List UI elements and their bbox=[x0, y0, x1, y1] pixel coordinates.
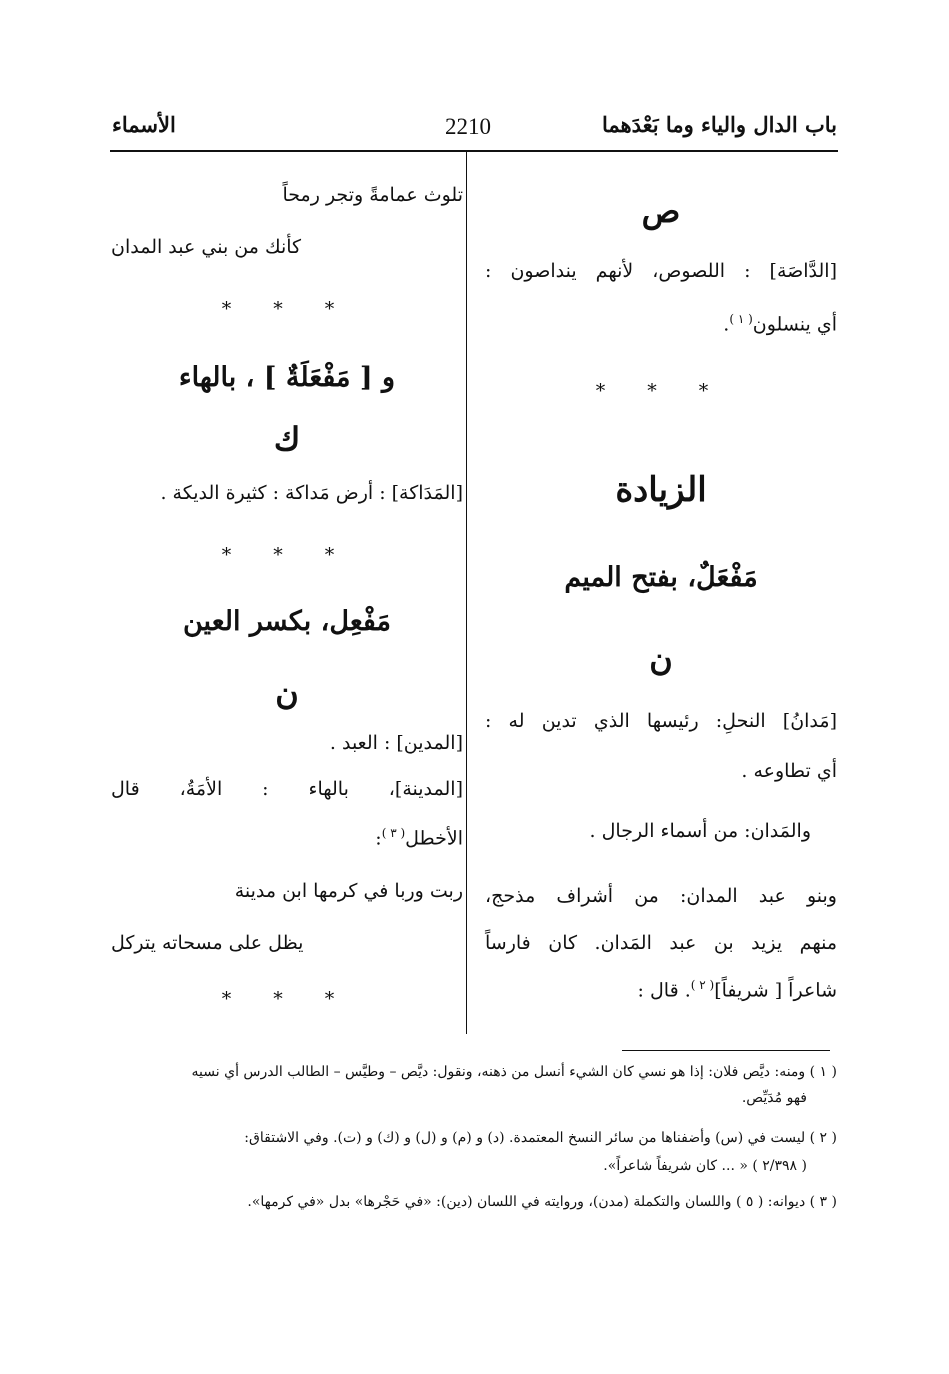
footnote-3: ( ٣ ) ديوانه: ( ٥ ) واللسان والتكملة (مدن)، وروايته في اللسان (دين): «في حَجْرها» بدل «في كرمها». bbox=[247, 1194, 837, 1210]
left-column bbox=[111, 152, 463, 1032]
entry-dawasa-line-1: [الدَّاصَة] : اللصوص، لأنهم ينداصون : bbox=[485, 260, 837, 282]
entry-madina-end: : bbox=[375, 827, 382, 850]
column-divider bbox=[466, 152, 467, 1034]
footnote-1-line-1: ( ١ ) ومنه: ديَّص فلان: إذا هو نسي كان الشيء أنسل من ذهنه، ونقول: ديَّص – وطيَّس – الطالب الدرس أي نسيه bbox=[191, 1064, 837, 1080]
right-column bbox=[485, 152, 837, 1032]
verse-2-first-hemistich: ربت وربا في كرمها ابن مدينة bbox=[234, 880, 463, 902]
entry-madin: [المدين] : العبد . bbox=[329, 732, 463, 754]
entry-bani-line-2: منهم يزيد بن عبد المَدان. كان فارساً bbox=[485, 932, 837, 954]
entry-madaka: [المَدَاكة] : أرض مَداكة : كثيرة الديكة . bbox=[160, 482, 463, 504]
entry-bani-end: . قال : bbox=[637, 979, 691, 1002]
footnote-ref-3[interactable]: ( ٣ ) bbox=[381, 826, 406, 840]
page-number: 2210 bbox=[445, 114, 491, 139]
footnote-2-line-2: ( ٢/٣٩٨ ) « ... كان شريفاً شاعراً». bbox=[603, 1158, 807, 1174]
separator-stars: * * * bbox=[221, 544, 353, 566]
footnote-rule bbox=[622, 1050, 830, 1051]
entry-dawasa-line-2 bbox=[485, 312, 837, 335]
pattern-heading: مَفْعَلٌ، بفتح الميم bbox=[564, 562, 758, 593]
entry-almadan: والمَدان: من أسماء الرجال . bbox=[589, 820, 811, 842]
pattern-heading-2: مَفْعِل، بكسر العين bbox=[183, 606, 391, 637]
entry-bani-line-1: وبنو عبد المدان: من أشراف مذحج، bbox=[485, 885, 837, 907]
entry-dawasa-text: أي ينسلون bbox=[752, 313, 837, 336]
entry-bani-line-3 bbox=[485, 978, 837, 1001]
entry-dawasa-end: . bbox=[723, 313, 730, 336]
entry-madan-line-1: [مَدانُ] النحلِ: رئيسها الذي تدين له : bbox=[485, 710, 837, 732]
letter-heading-kaf: ك bbox=[273, 420, 301, 458]
entry-bani-text: شاعراً [ شريفاً] bbox=[714, 979, 837, 1002]
verse-2-second-hemistich: يظل على مسحاته يتركل bbox=[111, 932, 304, 954]
letter-heading-nun: ن bbox=[275, 674, 299, 712]
separator-stars: * * * bbox=[221, 298, 353, 320]
header-chapter-title: باب الدال والياء وما بَعْدَهما bbox=[602, 112, 837, 137]
header-section-title: الأسماء bbox=[112, 112, 176, 137]
entry-madina-line-1: [المدينة]، بالهاء : الأمَةُ، قال bbox=[111, 778, 463, 800]
section-title: الزيادة bbox=[615, 470, 707, 510]
letter-heading-sad: ص bbox=[641, 192, 681, 230]
verse-1-first-hemistich: تلوث عمامةً وتجر رمحاً bbox=[282, 184, 463, 206]
entry-madina-line-2 bbox=[111, 826, 463, 849]
footnote-1-line-2: فهو مُدَيِّص. bbox=[741, 1090, 807, 1106]
letter-heading-nun: ن bbox=[649, 640, 673, 678]
verse-1-second-hemistich: كأنك من بني عبد المدان bbox=[111, 236, 302, 258]
separator-stars: * * * bbox=[221, 988, 353, 1010]
pattern-heading-1: و [ مَفْعَلَةٌ ] ، بالهاء bbox=[178, 362, 396, 393]
entry-madina-poet: الأخطل bbox=[405, 827, 463, 850]
separator-stars: * * * bbox=[595, 380, 727, 402]
footnote-2-line-1: ( ٢ ) ليست في (س) وأضفناها من سائر النسخ المعتمدة. (د) و (م) و (ل) و (ك) و (ت). وفي الاشتقاق: bbox=[244, 1130, 837, 1146]
footnote-ref-2[interactable]: ( ٢ ) bbox=[690, 978, 715, 992]
footnote-ref-1[interactable]: ( ١ ) bbox=[729, 312, 753, 326]
entry-madan-line-2: أي تطاوعه . bbox=[741, 760, 837, 782]
